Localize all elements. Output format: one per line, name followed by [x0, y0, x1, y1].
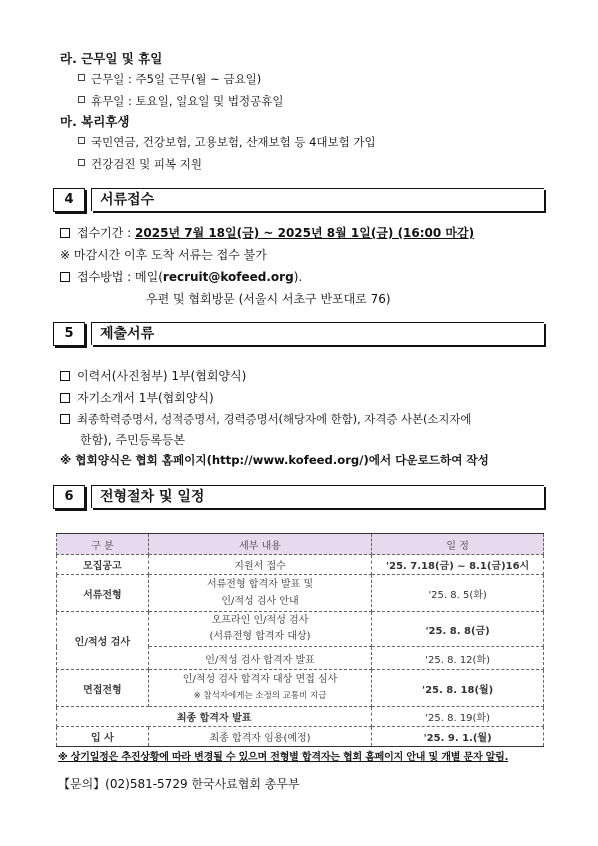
- list-item-text: 휴무일 : 토요일, 일요일 및 법정공휴일: [91, 94, 284, 108]
- date-cell: '25. 8. 18(월): [372, 670, 544, 707]
- period-value: 2025년 7월 18일(금) ~ 2025년 8월 1일(금) (16:00 마감): [135, 226, 475, 240]
- list-item-text: 이력서(사진첨부) 1부(협회양식): [77, 369, 247, 383]
- date-cell: '25. 8. 12(화): [372, 647, 544, 670]
- column-header: 일 정: [372, 534, 544, 555]
- stage-cell: 최종 합격자 발표: [57, 707, 372, 727]
- list-item: [60, 411, 471, 427]
- detail-cell: 최종 합격자 임용(예정): [148, 727, 371, 747]
- table-row: [57, 727, 544, 747]
- detail-line: 오프라인 인/적성 검사: [211, 615, 309, 626]
- date-cell: '25. 7.18(금) ~ 8.1(금)16시: [372, 555, 544, 575]
- checkbox-icon: [60, 414, 70, 424]
- stage-cell: 인/적성 검사: [57, 612, 149, 670]
- stage-cell: 입 사: [57, 727, 149, 747]
- table-header-row: [57, 534, 544, 555]
- list-item-text: 국민연금, 건강보험, 고용보험, 산재보험 등 4대보험 가입: [91, 135, 376, 149]
- schedule-footnote: ※ 상기일정은 추진상황에 따라 변경될 수 있으며 전형별 합격자는 협회 홈페이지 안내 및 개별 문자 알림.: [58, 752, 509, 763]
- list-item: [78, 93, 283, 109]
- detail-cell: [148, 575, 371, 612]
- bullet-icon: [78, 96, 85, 103]
- bullet-icon: [78, 159, 85, 166]
- checkbox-icon: [60, 228, 70, 238]
- period-line: [60, 224, 474, 241]
- list-item-text: 최종학력증명서, 성적증명서, 경력증명서(해당자에 한함), 자격증 사본(소지자에: [77, 412, 472, 426]
- section-4-header: [53, 188, 543, 212]
- column-header: 세부 내용: [148, 534, 371, 555]
- list-item: [60, 367, 246, 384]
- section-5-header: [53, 322, 543, 346]
- deadline-notice: ※ 마감시간 이후 도착 서류는 접수 불가: [60, 248, 267, 262]
- section-number: 6: [53, 485, 85, 509]
- form-notice: ※ 협회양식은 협회 홈페이지(http://www.kofeed.org/)에서 다운로드하여 작성: [60, 453, 489, 467]
- section-ra-title: 라. 근무일 및 휴일: [60, 51, 163, 66]
- list-item-text: 자기소개서 1부(협회양식): [77, 391, 214, 405]
- list-item: [78, 134, 376, 150]
- stage-cell: 모집공고: [57, 555, 149, 575]
- checkbox-icon: [60, 272, 70, 282]
- section-title-box: [91, 322, 544, 345]
- detail-cell: [148, 670, 371, 707]
- table-row: [57, 612, 544, 647]
- table-row: [57, 707, 544, 727]
- method-line-2: 우편 및 협회방문 (서울시 서초구 반포대로 76): [146, 292, 391, 306]
- date-cell: '25. 9. 1.(월): [372, 727, 544, 747]
- checkbox-icon: [60, 371, 70, 381]
- bullet-icon: [78, 74, 85, 81]
- detail-line: 인/적성 검사 안내: [221, 596, 299, 607]
- section-number: 4: [53, 188, 85, 212]
- method-label: 접수방법 : 메일(: [77, 270, 163, 284]
- detail-cell: [148, 612, 371, 647]
- date-cell: '25. 8. 8(금): [372, 612, 544, 647]
- detail-note: ※ 참석자에게는 소정의 교통비 지급: [193, 691, 327, 701]
- detail-cell: 지원서 접수: [148, 555, 371, 575]
- list-item-text: 근무일 : 주5일 근무(월 ~ 금요일): [91, 72, 262, 86]
- section-title: 서류접수: [100, 192, 155, 208]
- stage-cell: 서류전형: [57, 575, 149, 612]
- date-cell: '25. 8. 5(화): [372, 575, 544, 612]
- detail-line: 서류전형 합격자 발표 및: [206, 579, 314, 590]
- column-header: 구 분: [57, 534, 149, 555]
- date-cell: '25. 8. 19(화): [372, 707, 544, 727]
- detail-line: 인/적성 검사 합격자 대상 면접 심사: [182, 674, 338, 685]
- section-title: 제출서류: [100, 326, 155, 342]
- list-item: [78, 156, 202, 172]
- list-item: [60, 389, 214, 406]
- bullet-icon: [78, 137, 85, 144]
- section-title-box: [91, 485, 544, 508]
- table-row: [57, 555, 544, 575]
- method-tail: ).: [293, 270, 303, 284]
- detail-cell: 인/적성 검사 합격자 발표: [148, 647, 371, 670]
- section-6-header: [53, 485, 543, 509]
- checkbox-icon: [60, 393, 70, 403]
- email-link[interactable]: recruit@kofeed.org: [162, 270, 294, 284]
- list-item: [78, 71, 261, 87]
- list-item-text: 건강검진 및 피복 지원: [91, 157, 202, 171]
- section-title-box: [91, 188, 544, 211]
- section-title: 전형절차 및 일정: [100, 489, 205, 505]
- section-number: 5: [53, 322, 85, 346]
- schedule-table: [56, 533, 544, 747]
- list-item-continuation: 한함), 주민등록등본: [80, 433, 186, 447]
- detail-line: (서류전형 합격자 대상): [209, 631, 311, 642]
- table-row: [57, 575, 544, 612]
- table-row: [57, 670, 544, 707]
- period-label: 접수기간 :: [77, 226, 136, 240]
- section-ma-title: 마. 복리후생: [60, 114, 130, 129]
- contact-info: 【문의】(02)581-5729 한국사료협회 총무부: [58, 777, 300, 791]
- stage-cell: 면접전형: [57, 670, 149, 707]
- method-line: [60, 268, 302, 285]
